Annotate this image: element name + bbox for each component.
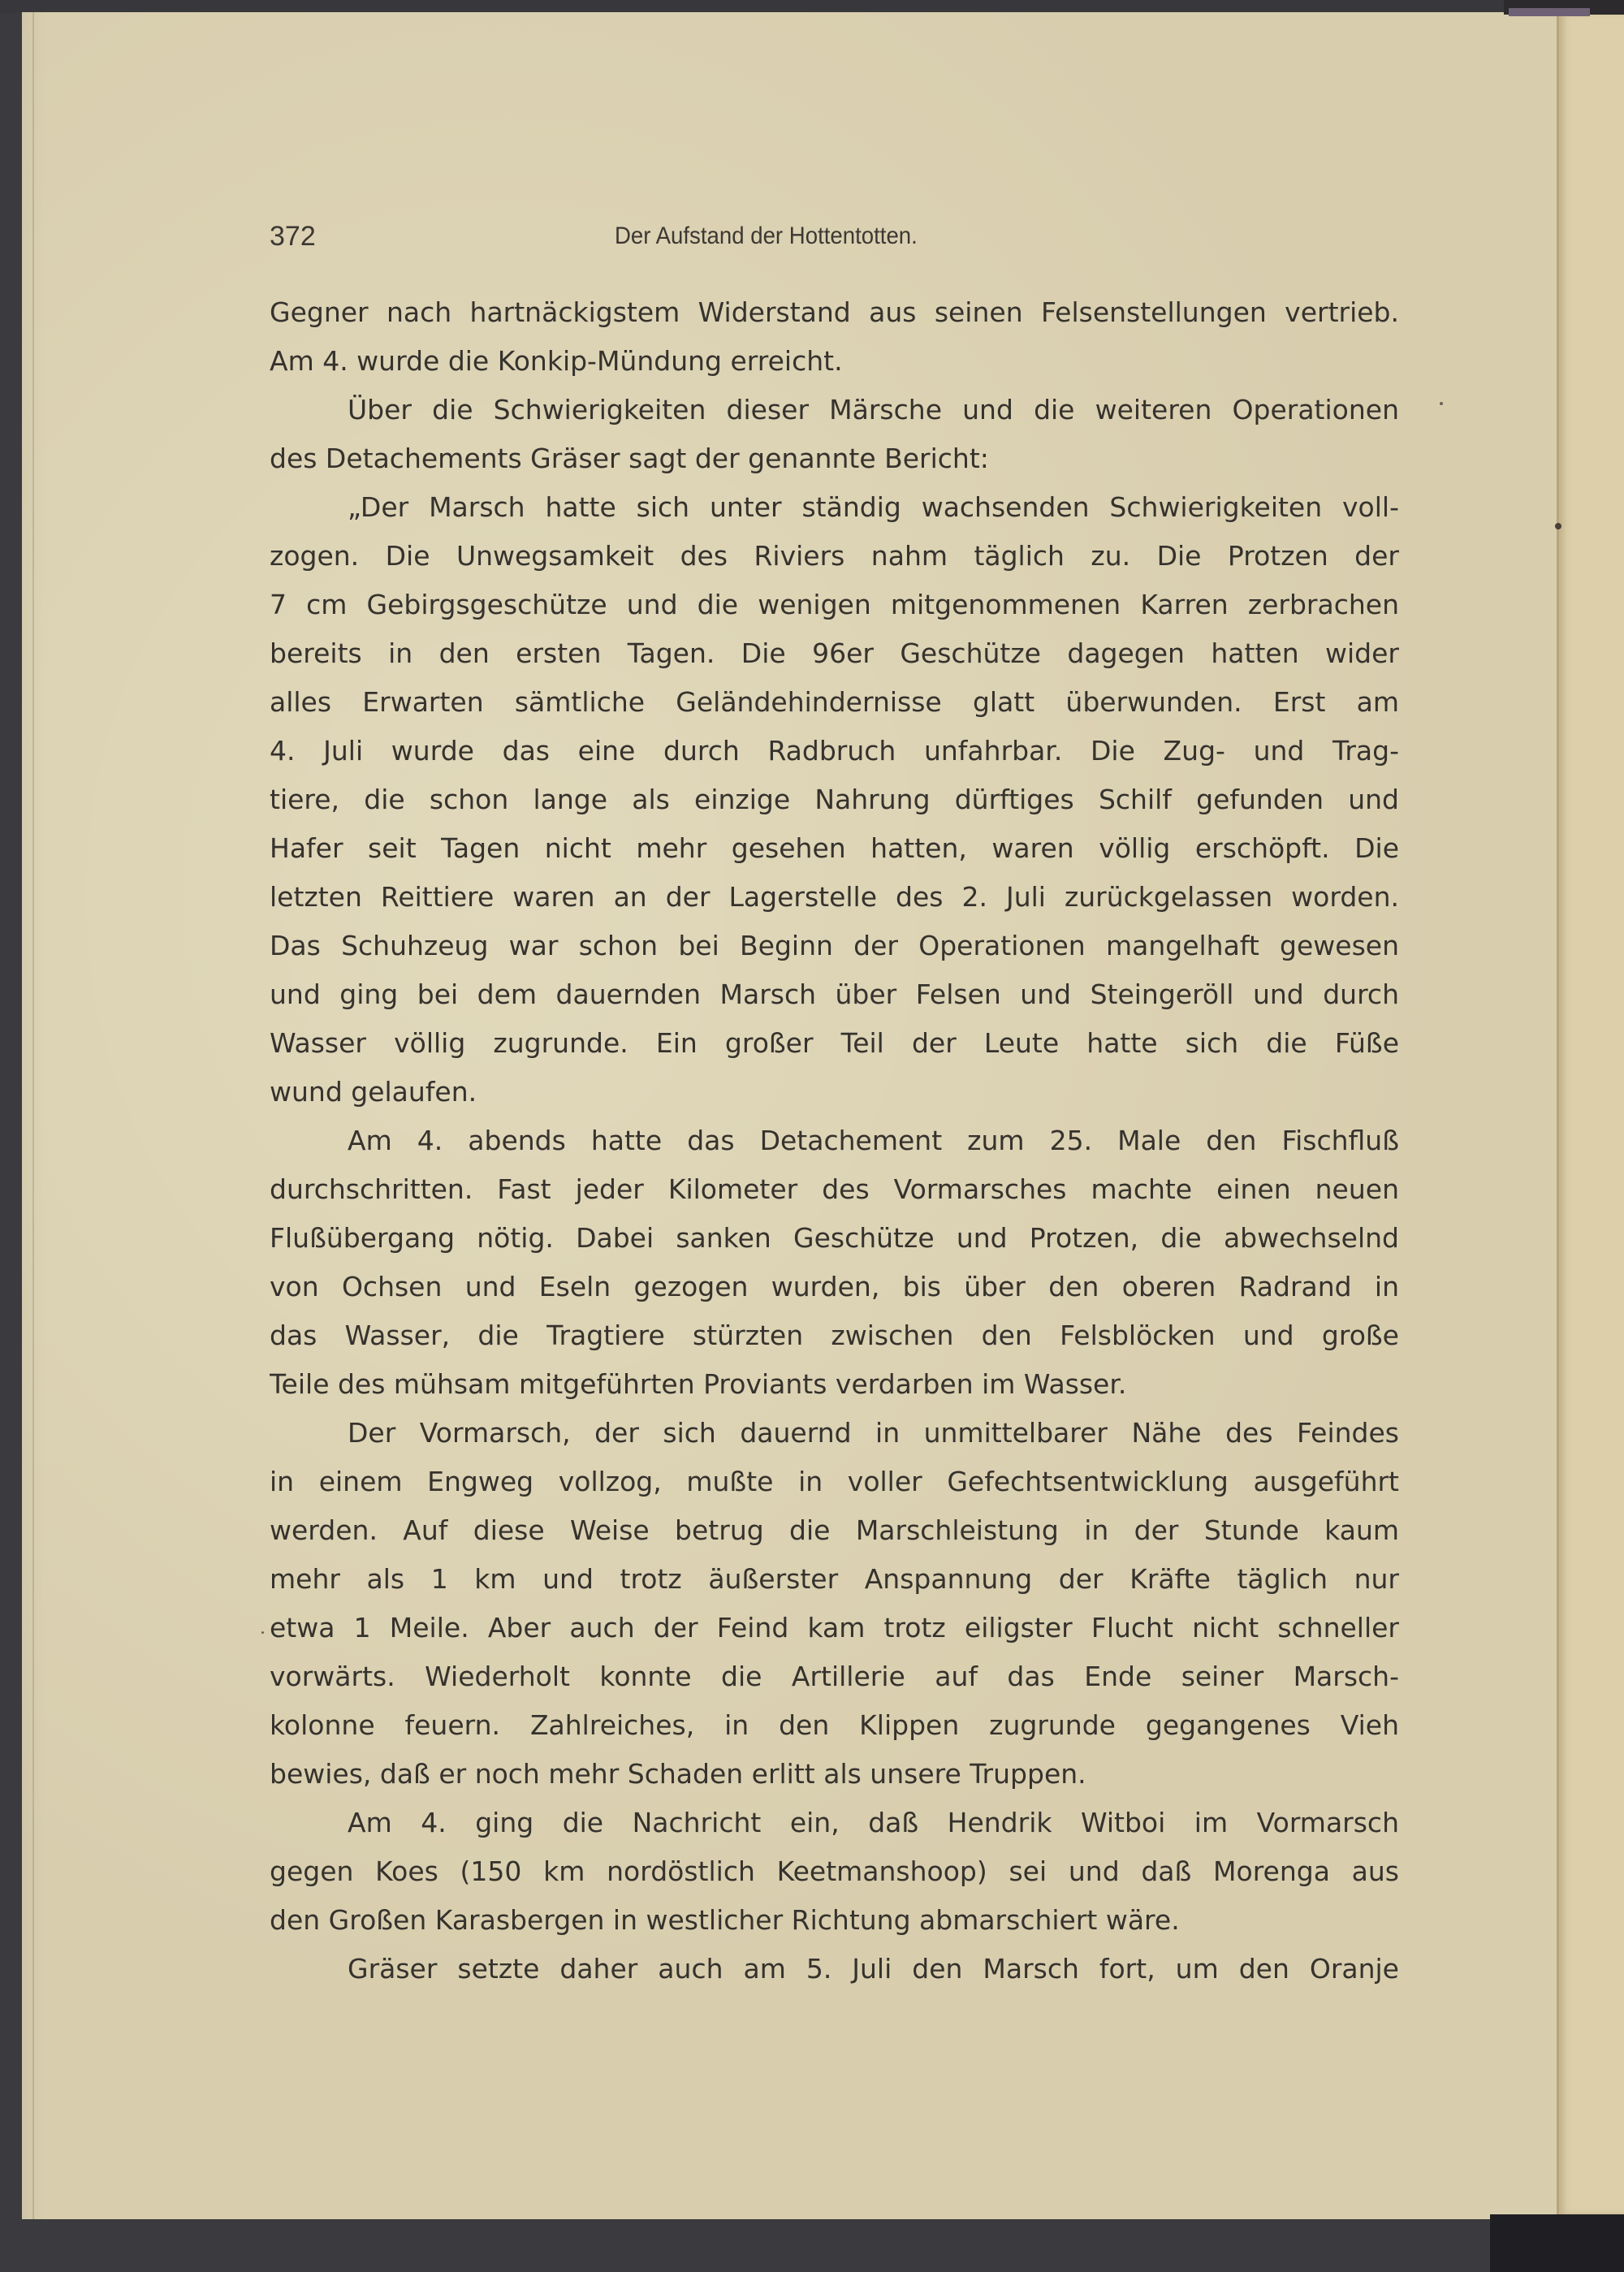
text-line: Der Vormarsch, der sich dauernd in unmittelbarer Nähe des Feindes (348, 1417, 1399, 1449)
text-line: und ging bei dem dauernden Marsch über Felsen und Steingeröll und durch (270, 978, 1399, 1010)
text-line: wund gelaufen. (270, 1076, 477, 1108)
text-line: Gräser setzte daher auch am 5. Juli den Marsch fort, um den Oranje (348, 1953, 1399, 1985)
text-line: alles Erwarten sämtliche Geländehindernisse glatt überwunden. Erst am (270, 686, 1399, 718)
text-line: werden. Auf diese Weise betrug die Marschleistung in der Stunde kaum (270, 1514, 1399, 1546)
text-line: Flußübergang nötig. Dabei sanken Geschütze und Protzen, die abwechselnd (270, 1222, 1399, 1254)
text-line: vorwärts. Wiederholt konnte die Artillerie auf das Ende seiner Marsch- (270, 1661, 1399, 1692)
text-line: das Wasser, die Tragtiere stürzten zwischen den Felsblöcken und große (270, 1320, 1399, 1351)
text-line: kolonne feuern. Zahlreiches, in den Klippen zugrunde gegangenes Vieh (270, 1709, 1399, 1741)
text-line: letzten Reittiere waren an der Lagerstelle des 2. Juli zurückgelassen worden. (270, 881, 1399, 913)
text-line: von Ochsen und Eseln gezogen wurden, bis über den oberen Radrand in (270, 1271, 1399, 1302)
text-line: bewies, daß er noch mehr Schaden erlitt als unsere Truppen. (270, 1758, 1086, 1790)
text-line: Am 4. abends hatte das Detachement zum 25. Male den Fischfluß (348, 1125, 1399, 1156)
text-line: zogen. Die Unwegsamkeit des Riviers nahm täglich zu. Die Protzen der (270, 540, 1399, 572)
text-line: Teile des mühsam mitgeführten Proviants verdarben im Wasser. (270, 1368, 1127, 1400)
text-line: Am 4. wurde die Konkip-Mündung erreicht. (270, 345, 843, 377)
paper-speck (261, 1631, 264, 1634)
text-line: gegen Koes (150 km nordöstlich Keetmanshoop) sei und daß Morenga aus (270, 1855, 1399, 1887)
spine-headband (1509, 8, 1590, 16)
facing-page-edge (1557, 12, 1624, 2214)
running-header (270, 221, 1398, 253)
text-line: Hafer seit Tagen nicht mehr gesehen hatten, waren völlig erschöpft. Die (270, 832, 1399, 864)
text-line: den Großen Karasbergen in westlicher Richtung abmarschiert wäre. (270, 1904, 1180, 1936)
scanner-background-bottom (0, 2219, 1624, 2272)
body-text (270, 288, 1399, 1993)
scanner-background-top (0, 0, 1624, 13)
text-line: 7 cm Gebirgsgeschütze und die wenigen mitgenommenen Karren zerbrachen (270, 589, 1399, 620)
text-line: des Detachements Gräser sagt der genannte Bericht: (270, 443, 989, 474)
book-cover-corner (1490, 2214, 1624, 2272)
text-line: tiere, die schon lange als einzige Nahrung dürftiges Schilf gefunden und (270, 784, 1399, 815)
text-line: 4. Juli wurde das eine durch Radbruch unfahrbar. Die Zug- und Trag- (270, 735, 1399, 767)
running-title: Der Aufstand der Hottentotten. (615, 222, 918, 249)
text-line: in einem Engweg vollzog, mußte in voller Gefechtsentwicklung ausgeführt (270, 1466, 1399, 1497)
text-line: Über die Schwierigkeiten dieser Märsche und die weiteren Operationen (348, 394, 1399, 425)
text-line: Wasser völlig zugrunde. Ein großer Teil der Leute hatte sich die Füße (270, 1027, 1399, 1059)
text-line: bereits in den ersten Tagen. Die 96er Geschütze dagegen hatten wider (270, 637, 1399, 669)
text-line: durchschritten. Fast jeder Kilometer des Vormarsches machte einen neuen (270, 1173, 1399, 1205)
page-edge-line (32, 12, 34, 2221)
text-line: Gegner nach hartnäckigstem Widerstand aus seinen Felsenstellungen vertrieb. (270, 296, 1399, 328)
text-line: Das Schuhzeug war schon bei Beginn der Operationen mangelhaft gewesen (270, 930, 1399, 961)
text-line: Am 4. ging die Nachricht ein, daß Hendrik Witboi im Vormarsch (348, 1807, 1399, 1838)
paper-speck (1440, 402, 1443, 405)
text-line: etwa 1 Meile. Aber auch der Feind kam trotz eiligster Flucht nicht schneller (270, 1612, 1399, 1644)
text-line: „Der Marsch hatte sich unter ständig wachsenden Schwierigkeiten voll- (348, 491, 1399, 523)
page-number: 372 (270, 221, 316, 252)
text-line: mehr als 1 km und trotz äußerster Anspannung der Kräfte täglich nur (270, 1563, 1399, 1595)
binding-mark (1555, 523, 1561, 529)
